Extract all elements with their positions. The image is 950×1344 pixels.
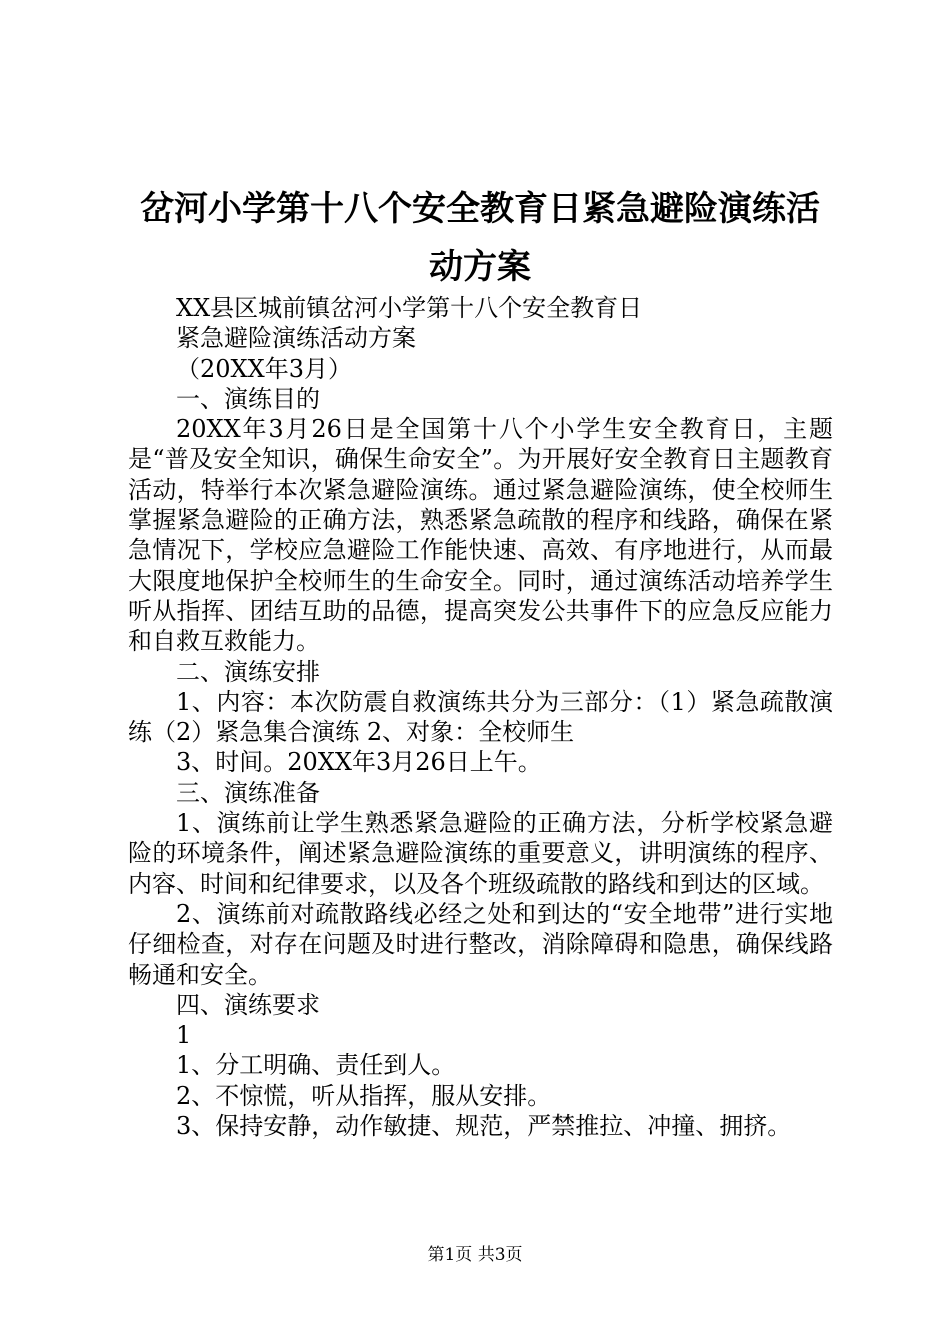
preparation-paragraph-1: 1、演练前让学生熟悉紧急避险的正确方法，分析学校紧急避险的环境条件，阐述紧急避险演练的重要意义，讲明演练的程序、内容、时间和纪律要求，以及各个班级疏散的路线和到达的区域。 — [128, 809, 833, 898]
purpose-paragraph: 20XX年3月26日是全国第十八个小学生安全教育日，主题是“普及安全知识，确保生命安全”。为开展好安全教育日主题教育活动，特举行本次紧急避险演练。通过紧急避险演练，使全校师生掌握紧急避险的正确方法，熟悉紧急疏散的程序和线路，确保在紧急情况下，学校应急避险工作能快速、高效、有序地进行，从而最大限度地保护全校师生的生命安全。同时，通过演练活动培养学生听从指挥、团结互助的品德，提高突发公共事件下的应急反应能力和自救互救能力。 — [128, 415, 833, 656]
arrangement-time-paragraph: 3、时间。20XX年3月26日上午。 — [176, 748, 542, 777]
page-footer: 第1页 共3页 — [427, 1245, 523, 1265]
section-heading-purpose: 一、演练目的 — [176, 384, 320, 413]
title-line-1: 岔河小学第十八个安全教育日紧急避险演练活 — [140, 189, 820, 229]
title-line-2: 动方案 — [429, 247, 531, 287]
school-name-line: XX县区城前镇岔河小学第十八个安全教育日 — [176, 294, 643, 322]
preparation-paragraph-2: 2、演练前对疏散路线必经之处和到达的“安全地带”进行实地仔细检查，对存在问题及时进行整改，消除障碍和隐患，确保线路畅通和安全。 — [128, 899, 833, 989]
arrangement-content-paragraph: 1、内容：本次防震自救演练共分为三部分：（1）紧急疏散演练（2）紧急集合演练 2、对象：全校师生 — [128, 687, 833, 747]
stray-number-line: 1 — [176, 1021, 192, 1050]
section-heading-arrangement: 二、演练安排 — [176, 657, 320, 686]
requirement-item-1: 1、分工明确、责任到人。 — [176, 1051, 456, 1080]
date-line: （20XX年3月） — [176, 354, 352, 383]
subtitle-line: 紧急避险演练活动方案 — [176, 324, 416, 353]
requirement-item-2: 2、不惊慌，听从指挥，服从安排。 — [176, 1081, 552, 1110]
section-heading-preparation: 三、演练准备 — [176, 778, 320, 807]
requirement-item-3: 3、保持安静，动作敏捷、规范，严禁推拉、冲撞、拥挤。 — [176, 1112, 792, 1141]
section-heading-requirements: 四、演练要求 — [176, 990, 320, 1019]
document-body — [128, 293, 833, 1141]
document-title — [110, 180, 850, 296]
